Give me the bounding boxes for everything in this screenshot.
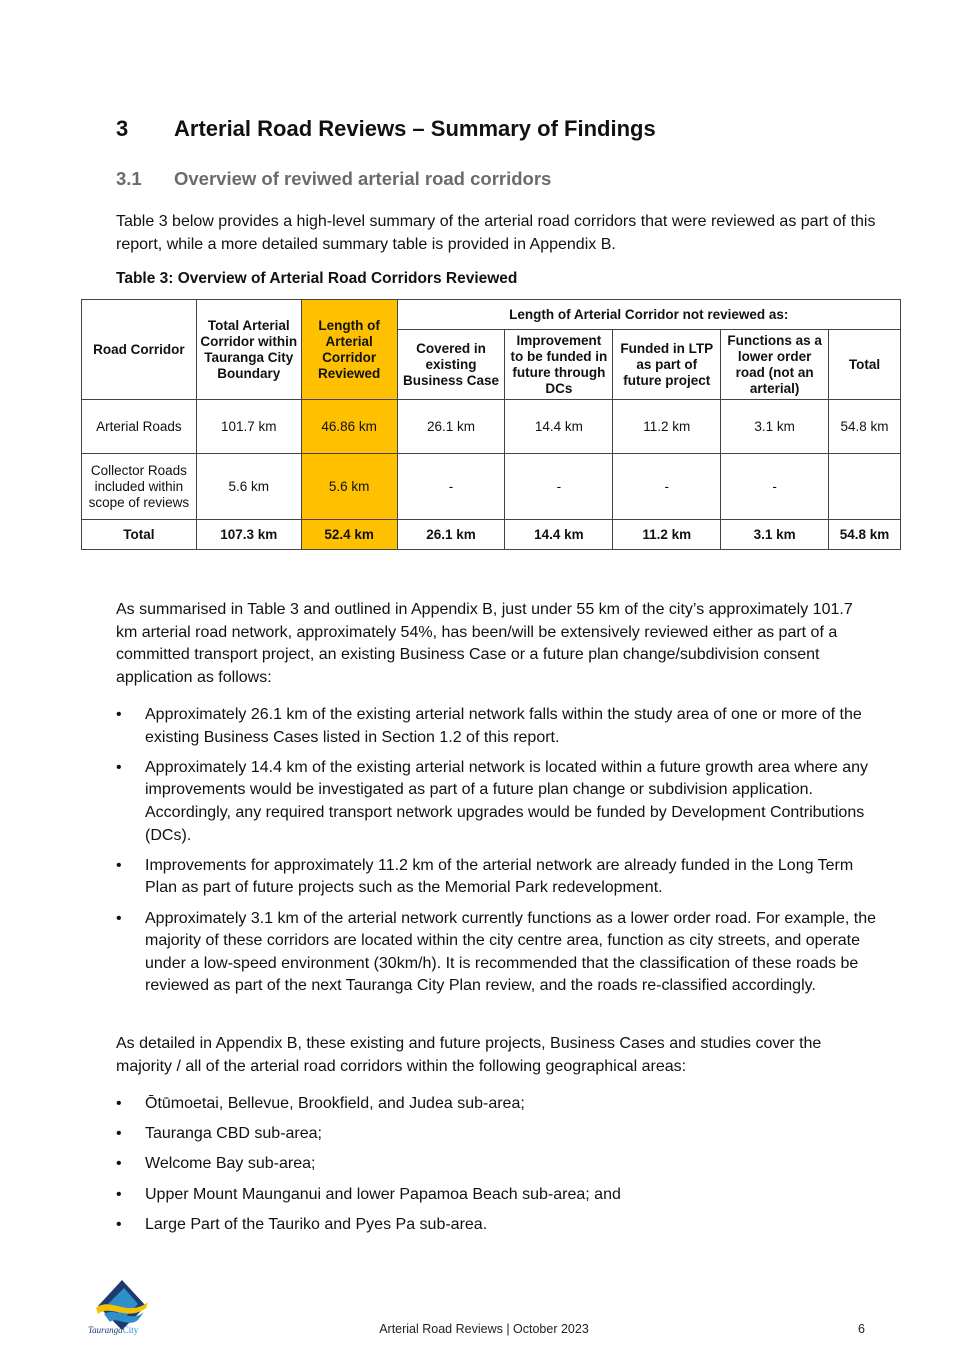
subsection-number: 3.1 bbox=[116, 168, 142, 189]
section-title: Arterial Road Reviews – Summary of Findings bbox=[174, 116, 656, 141]
bullet-icon: • bbox=[116, 758, 122, 776]
list-item-text: Upper Mount Maunganui and lower Papamoa Beach sub-area; and bbox=[145, 1185, 621, 1203]
list-item bbox=[116, 1093, 876, 1116]
areas-list bbox=[116, 1093, 876, 1244]
list-item bbox=[116, 757, 876, 847]
logo-word-tauranga: Tauranga bbox=[88, 1325, 123, 1335]
list-item bbox=[116, 704, 876, 749]
cell-total-within: 5.6 km bbox=[196, 454, 301, 520]
cell-reviewed: 52.4 km bbox=[301, 520, 397, 550]
header-total-within-boundary: Total Arterial Corridor within Tauranga City Boundary bbox=[196, 300, 301, 400]
list-item bbox=[116, 855, 876, 900]
row-label: Arterial Roads bbox=[82, 400, 197, 454]
page-number: 6 bbox=[858, 1322, 865, 1336]
cell-covered: 26.1 km bbox=[397, 400, 505, 454]
cell-total bbox=[829, 454, 901, 520]
list-item-text: Large Part of the Tauriko and Pyes Pa sub-area. bbox=[145, 1215, 488, 1233]
table-caption: Table 3: Overview of Arterial Road Corridors Reviewed bbox=[116, 270, 518, 287]
cell-reviewed: 5.6 km bbox=[301, 454, 397, 520]
list-item bbox=[116, 1153, 876, 1176]
header-funded-ltp: Funded in LTP as part of future project bbox=[613, 330, 721, 400]
header-not-reviewed-group: Length of Arterial Corridor not reviewed as: bbox=[397, 300, 900, 330]
cell-funded: - bbox=[613, 454, 721, 520]
table-total-row bbox=[82, 520, 901, 550]
overview-table bbox=[81, 299, 901, 550]
cell-covered: - bbox=[397, 454, 505, 520]
list-item-text: Approximately 26.1 km of the existing arterial network falls within the study area of one or more of the existing Business Cases listed in Section 1.2 of this report. bbox=[145, 706, 862, 746]
section-heading bbox=[116, 116, 656, 142]
list-item bbox=[116, 1214, 876, 1237]
subsection-heading bbox=[116, 168, 551, 190]
list-item-text: Improvements for approximately 11.2 km of the arterial network are already funded in the Long Term Plan as part of future projects such as the Memorial Park redevelopment. bbox=[145, 856, 854, 897]
cell-total: 54.8 km bbox=[829, 400, 901, 454]
cell-covered: 26.1 km bbox=[397, 520, 505, 550]
list-item bbox=[116, 1184, 876, 1207]
areas-paragraph: As detailed in Appendix B, these existing and future projects, Business Cases and studies cover the majority / all of the arterial road corridors within the following geographical areas: bbox=[116, 1035, 822, 1075]
bullet-icon: • bbox=[116, 856, 122, 874]
list-item-text: Welcome Bay sub-area; bbox=[145, 1155, 316, 1173]
findings-list bbox=[116, 704, 876, 1006]
cell-functions: 3.1 km bbox=[721, 400, 829, 454]
header-improvement-dcs: Improvement to be funded in future through DCs bbox=[505, 330, 613, 400]
bullet-icon: • bbox=[116, 1185, 122, 1203]
header-length-reviewed: Length of Arterial Corridor Reviewed bbox=[301, 300, 397, 400]
cell-improvement: - bbox=[505, 454, 613, 520]
header-road-corridor: Road Corridor bbox=[82, 300, 197, 400]
subsection-title: Overview of reviwed arterial road corridors bbox=[174, 168, 552, 189]
bullet-icon: • bbox=[116, 1125, 122, 1143]
list-item-text: Approximately 14.4 km of the existing arterial network is located within a future growth area where any improvements would be investigated as part of a future plan change or subdivision application. Accordingly, any required transport network upgrades would be funded by Development Contributions (DCs). bbox=[145, 758, 869, 844]
logo-word-city: City bbox=[122, 1325, 139, 1335]
row-label: Total bbox=[82, 520, 197, 550]
bullet-icon: • bbox=[116, 706, 122, 723]
cell-total: 54.8 km bbox=[829, 520, 901, 550]
list-item bbox=[116, 1123, 876, 1146]
summary-paragraph: As summarised in Table 3 and outlined in Appendix B, just under 55 km of the city’s approximately 101.7 km arterial road network, approximately 54%, has been/will be extensively reviewed either as part of a committed transport project, an existing Business Case or a future plan change/subdivision consent application as follows: bbox=[116, 601, 853, 686]
list-item bbox=[116, 908, 876, 998]
cell-funded: 11.2 km bbox=[613, 400, 721, 454]
cell-funded: 11.2 km bbox=[613, 520, 721, 550]
table-row bbox=[82, 400, 901, 454]
bullet-icon: • bbox=[116, 909, 122, 927]
cell-total-within: 101.7 km bbox=[196, 400, 301, 454]
bullet-icon: • bbox=[116, 1215, 122, 1233]
list-item-text: Approximately 3.1 km of the arterial network currently functions as a lower order road. For example, the majority of these corridors are located within the city centre area, function as city streets, and operate under a low-speed environment (30km/h). It is recommended that the classification of these roads be reviewed as part of the next Tauranga City Plan review, and the roads re-classified accordingly. bbox=[145, 909, 876, 995]
header-covered-business-case: Covered in existing Business Case bbox=[397, 330, 505, 400]
section-number: 3 bbox=[116, 116, 129, 141]
table-row bbox=[82, 454, 901, 520]
footer-title: Arterial Road Reviews | October 2023 bbox=[379, 1322, 589, 1336]
intro-paragraph: Table 3 below provides a high-level summary of the arterial road corridors that were reviewed as part of this report, while a more detailed summary table is provided in Appendix B. bbox=[116, 213, 876, 253]
bullet-icon: • bbox=[116, 1155, 122, 1173]
cell-total-within: 107.3 km bbox=[196, 520, 301, 550]
cell-improvement: 14.4 km bbox=[505, 400, 613, 454]
cell-functions: 3.1 km bbox=[721, 520, 829, 550]
list-item-text: Ōtūmoetai, Bellevue, Brookfield, and Judea sub-area; bbox=[145, 1095, 525, 1112]
bullet-icon: • bbox=[116, 1095, 122, 1112]
cell-improvement: 14.4 km bbox=[505, 520, 613, 550]
header-total: Total bbox=[829, 330, 901, 400]
cell-reviewed: 46.86 km bbox=[301, 400, 397, 454]
list-item-text: Tauranga CBD sub-area; bbox=[145, 1125, 322, 1143]
header-lower-order-road: Functions as a lower order road (not an arterial) bbox=[721, 330, 829, 400]
cell-functions: - bbox=[721, 454, 829, 520]
row-label: Collector Roads included within scope of reviews bbox=[82, 454, 197, 520]
